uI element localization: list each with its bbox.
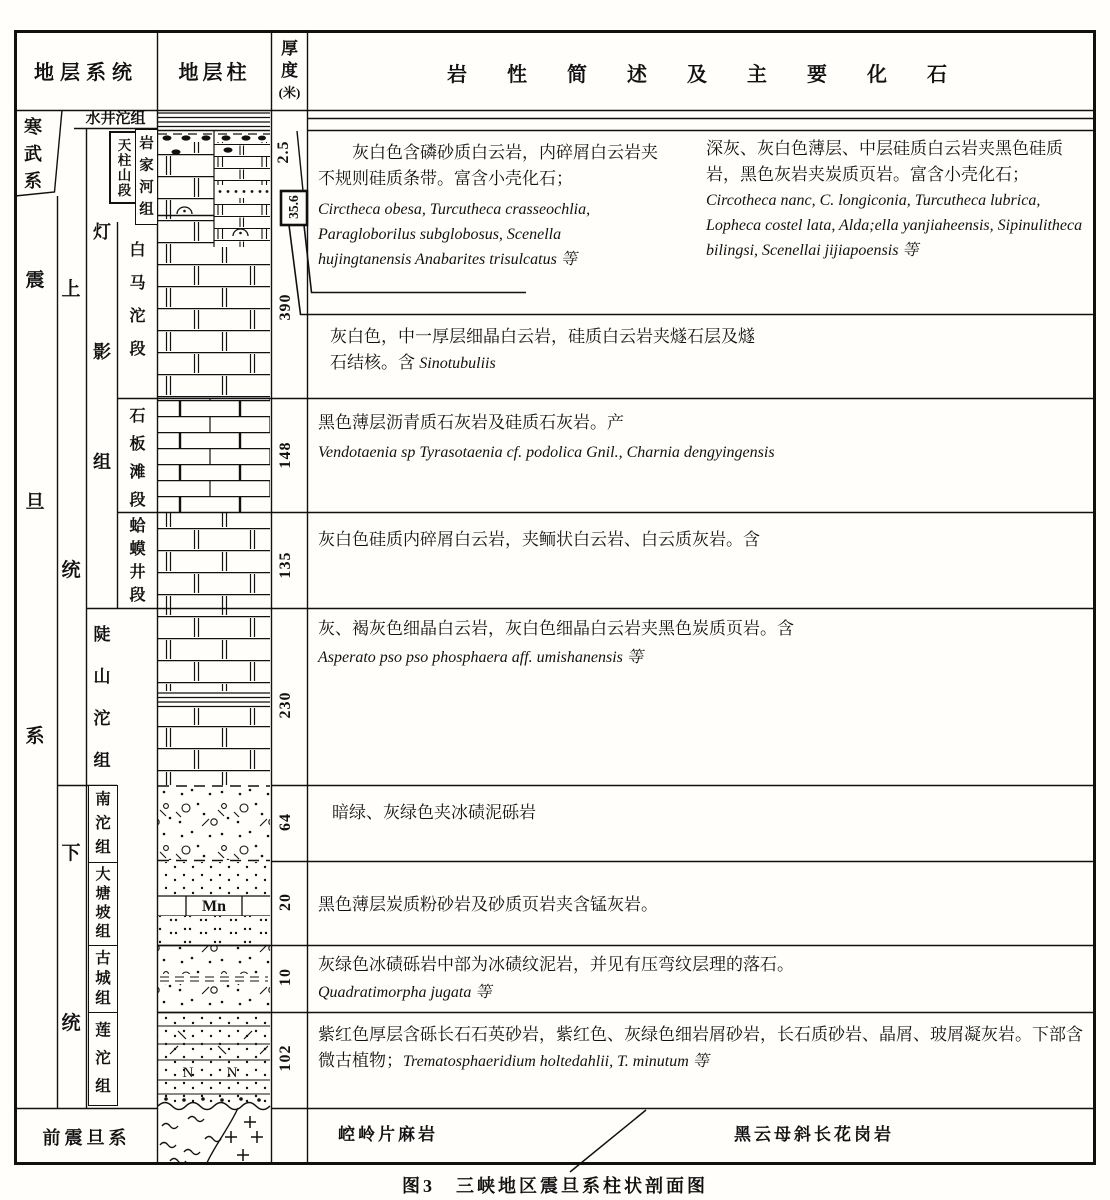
thickness-gucheng: 10 (277, 968, 294, 986)
system-sinian-char3: 系 (25, 726, 45, 747)
header-column: 地层柱 (178, 62, 251, 84)
lithology-column (158, 113, 270, 1165)
desc-gucheng (318, 952, 1018, 1005)
formation-datangpo (88, 862, 118, 946)
formation-shuijingtuo: 水井沱组 (85, 111, 146, 127)
desc-doushantuo (318, 616, 1088, 670)
thickness-hamajing: 135 (277, 551, 294, 579)
thickness-shibantan: 148 (277, 441, 294, 469)
desc-baimatuo-cn: 灰白色，中一厚层细晶白云岩，硅质白云岩夹燧石层及燧石结核。含 (330, 327, 755, 372)
figure-caption: 图3 三峡地区震旦系柱状剖面图 (402, 1176, 708, 1196)
desc-yanjiahe-right-cn: 深灰、灰白色薄层、中层硅质白云岩夹黑色硅质岩，黑色灰岩夹炭质页岩。富含小壳化石； (706, 139, 1063, 184)
header-thickness-char2: 度 (281, 61, 298, 80)
formation-doushantuo-label: 陡山沱组 (93, 625, 111, 770)
series-upper-char1: 上 (61, 279, 81, 300)
member-baimatuo (118, 234, 157, 366)
desc-yanjiahe-left-cn: 灰白色含磷砂质白云岩，内碎屑白云岩夹不规则硅质条带。富含小壳化石； (318, 143, 658, 188)
desc-doushantuo-fossils: Asperato pso pso phosphaera aff. umishanensis 等 (318, 649, 643, 666)
member-shibantan (118, 403, 157, 515)
formation-dengying-char3: 组 (93, 452, 111, 472)
desc-liantuo-cn: 紫红色厚层含砾长石石英砂岩，紫红色、灰绿色细岩屑砂岩，长石质砂岩、晶屑、玻屑凝灰岩。下部含微古植物； (318, 1025, 1083, 1070)
desc-yanjiahe-left (318, 140, 658, 272)
system-cambrian-label: 寒武系 (23, 117, 42, 191)
desc-presinian-granite: 黑云母斜长花岗岩 (734, 1125, 894, 1144)
formation-dengying-char1: 灯 (93, 222, 111, 242)
formation-datangpo-label: 大塘坡组 (95, 867, 111, 940)
formation-liantuo-label: 莲沱组 (95, 1022, 111, 1095)
desc-nantuo: 暗绿、灰绿色夹冰碛泥砾岩 (332, 803, 536, 822)
desc-yanjiahe-right-fossils: Circotheca nanc, C. longiconia, Turcutheca lubrica, Lopheca costel lata, Alda;ella yanjiaheensis, Sipinulitheca bilingsi, Scenellai jijiapoensis 等 (706, 192, 1083, 259)
desc-gucheng-cn: 灰绿色冰碛砾岩中部为冰碛纹泥岩，并见有压弯纹层理的落石。 (318, 955, 794, 974)
desc-shibantan-cn: 黑色薄层沥青质石灰岩及硅质石灰岩。产 (318, 413, 624, 432)
n-symbol-2: N (226, 1065, 238, 1081)
desc-baimatuo (330, 324, 760, 376)
series-lower-char1: 下 (61, 843, 81, 864)
member-hamajing (118, 515, 157, 607)
formation-gucheng (88, 945, 118, 1013)
desc-shibantan (318, 410, 938, 465)
n-symbol-1: N (182, 1065, 194, 1081)
desc-hamajing: 灰白色硅质内碎屑白云岩，夹鲕状白云岩、白云质灰岩。含 (318, 530, 760, 549)
system-cambrian (20, 114, 46, 195)
formation-yanjiahe (135, 129, 158, 225)
manganese-label: Mn (202, 898, 226, 915)
thickness-nantuo: 64 (277, 813, 294, 831)
desc-liantuo-fossils: Trematosphaeridium holtedahlii, T. minutum 等 (403, 1053, 709, 1070)
thickness-shuijingtuo: 2.5 (275, 140, 292, 164)
desc-yanjiahe-right (706, 136, 1084, 263)
desc-shibantan-fossils: Vendotaenia sp Tyrasotaenia cf. podolica Gnil., Charnia dengyingensis (318, 444, 775, 461)
formation-doushantuo (87, 614, 117, 782)
member-tianzhushan-label: 天柱山段 (117, 137, 132, 198)
header-thickness-unit: (米) (278, 85, 301, 100)
system-sinian-char2: 旦 (25, 492, 45, 513)
system-sinian-char1: 震 (25, 270, 45, 291)
member-hamajing-label: 蛤蟆井段 (129, 518, 146, 604)
header-thickness-char1: 厚 (281, 39, 298, 58)
thickness-doushantuo: 230 (277, 691, 294, 719)
desc-baimatuo-fossils: Sinotubuliis (419, 355, 496, 372)
header-lithology-description: 岩 性 简 述 及 主 要 化 石 (447, 64, 957, 86)
formation-nantuo-label: 南沱组 (95, 791, 111, 856)
desc-liantuo (318, 1022, 1084, 1074)
member-shibantan-label: 石板滩段 (129, 408, 146, 509)
thickness-liantuo: 102 (277, 1044, 294, 1072)
desc-datangpo: 黑色薄层炭质粉砂岩及砂质页岩夹含锰灰岩。 (318, 895, 658, 914)
desc-gucheng-fossils: Quadratimorpha jugata 等 (318, 984, 492, 1001)
member-baimatuo-label: 白马沱段 (129, 242, 146, 358)
series-lower-char2: 统 (61, 1013, 81, 1034)
gneiss-symbols (160, 1117, 221, 1164)
series-upper-char2: 统 (61, 560, 81, 581)
desc-doushantuo-cn: 灰、褐灰色细晶白云岩，灰白色细晶白云岩夹黑色炭质页岩。含 (318, 619, 794, 638)
header-stratigraphic-system: 地层系统 (34, 62, 138, 84)
thickness-yanjiahe: 35.6 (286, 195, 301, 219)
formation-dengying-char2: 影 (93, 342, 111, 362)
formation-liantuo (88, 1012, 118, 1106)
thickness-baimatuo: 390 (277, 293, 294, 321)
header-thickness (271, 38, 308, 104)
desc-yanjiahe-left-fossils: Circtheca obesa, Turcutheca crasseochlia, Paragloborilus subglobosus, Scenella hujingtanensis Anabarites trisulcatus 等 (318, 201, 591, 268)
system-presinian: 前震旦系 (42, 1127, 131, 1148)
desc-presinian-gneiss: 崆岭片麻岩 (338, 1125, 438, 1144)
formation-yanjiahe-label: 岩家河组 (139, 136, 154, 218)
formation-nantuo (88, 785, 118, 863)
formation-gucheng-label: 古城组 (95, 950, 111, 1007)
thickness-datangpo: 20 (277, 893, 294, 911)
